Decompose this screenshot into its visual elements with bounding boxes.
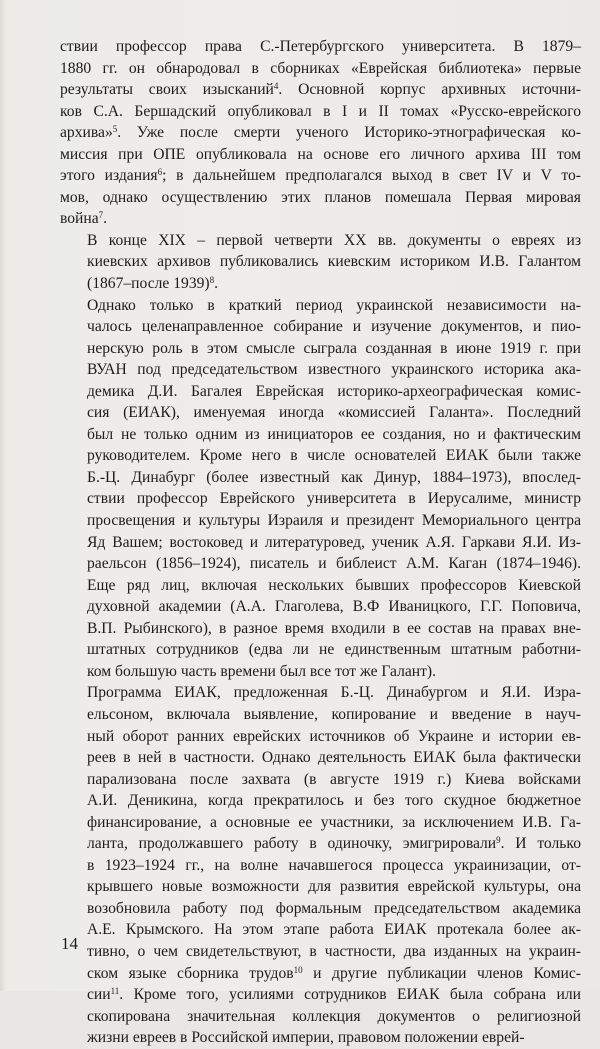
text-line xyxy=(60,639,581,661)
text-run: архива» xyxy=(60,124,113,142)
text-line xyxy=(60,208,581,230)
text-run: киевских архивов публиковались киевским историком И.В. Галантом xyxy=(87,253,581,271)
body-text xyxy=(60,36,581,1049)
text-run: парализована после захвата (в августе 1919 г.) Киева войсками xyxy=(87,770,581,788)
text-run: миссия при ОПЕ опубликовала на основе его личного архива III том xyxy=(60,145,581,163)
text-run: демика Д.И. Багалея Еврейская историко-археографическая комис- xyxy=(87,382,581,400)
text-run: возобновила работу под формальным председательством академика xyxy=(87,899,581,917)
text-run: . xyxy=(103,210,108,228)
text-run: чалось целенаправленное собирание и изучение документов, и пио- xyxy=(87,318,581,336)
text-line xyxy=(60,36,581,58)
text-run: А.И. Деникина, когда прекратилось и без того скудное бюджетное xyxy=(87,792,581,810)
text-run: этого издания xyxy=(60,167,158,185)
text-run: руководителем. Кроме него в числе основателей ЕИАК были также xyxy=(87,447,581,465)
text-line xyxy=(60,230,581,252)
text-line xyxy=(60,424,581,446)
text-run: Однако только в краткий период украинской независимости на- xyxy=(87,296,581,314)
text-run: В конце XIX – первой четверти XX вв. документы о евреях из xyxy=(87,231,581,249)
text-run: ков С.А. Бершадский опубликовал в I и II томах «Русско-еврейского xyxy=(60,102,581,120)
text-line xyxy=(60,251,581,273)
text-run: . Уже после смерти ученого Историко-этнографическая ко- xyxy=(117,124,581,142)
text-run: В.П. Рыбинского), в разное время входили в ее состав на правах вне- xyxy=(87,619,581,637)
text-run: ный оборот ранних еврейских источников об Украине и истории ев- xyxy=(87,727,581,745)
text-line xyxy=(60,984,581,1006)
text-line xyxy=(60,833,581,855)
text-line xyxy=(60,144,581,166)
text-line xyxy=(60,876,581,898)
text-run: реев в ней в частности. Однако деятельность ЕИАК была фактически xyxy=(87,749,581,767)
text-line xyxy=(60,682,581,704)
text-line xyxy=(60,855,581,877)
text-line xyxy=(60,381,581,403)
text-run: . xyxy=(214,275,219,293)
text-line xyxy=(60,919,581,941)
text-run: в 1923–1924 гг., на волне начавшегося процесса украинизации, от- xyxy=(87,856,581,874)
text-line xyxy=(60,790,581,812)
text-run: и другие публикации членов Комис- xyxy=(302,964,581,982)
text-line xyxy=(60,812,581,834)
text-line xyxy=(60,618,581,640)
text-run: . Основной корпус архивных источни- xyxy=(278,81,581,99)
paragraph xyxy=(60,36,581,230)
text-run: (1867–после 1939) xyxy=(87,275,210,293)
text-run: Программа ЕИАК, предложенная Б.-Ц. Динабургом и Я.И. Изра- xyxy=(87,684,581,702)
text-run: раельсон (1856–1924), писатель и библеист А.М. Каган (1874–1946). xyxy=(87,555,581,573)
text-run: штатных сотрудников (едва ли не единственным штатным работни- xyxy=(87,641,581,659)
text-run: скопирована значительная коллекция документов о религиозной xyxy=(87,1007,581,1025)
text-line xyxy=(60,445,581,467)
text-run: результаты своих изысканий xyxy=(60,81,274,99)
text-line xyxy=(60,295,581,317)
text-line xyxy=(60,467,581,489)
paragraph xyxy=(60,230,581,295)
text-line xyxy=(60,79,581,101)
text-line xyxy=(60,898,581,920)
text-run: ельсоном, включала выявление, копирование и введение в науч- xyxy=(87,705,581,723)
text-line xyxy=(60,704,581,726)
text-run: война xyxy=(60,210,99,228)
paragraph xyxy=(60,682,581,1048)
text-run: . Кроме того, усилиями сотрудников ЕИАК была собрана или xyxy=(119,986,581,1004)
text-run: ском языке сборника трудов xyxy=(87,964,294,982)
text-run: Б.-Ц. Динабург (более известный как Динур, 1884–1973), впослед- xyxy=(87,468,581,486)
paragraph xyxy=(60,295,581,683)
text-line xyxy=(60,122,581,144)
text-run: сии xyxy=(87,986,111,1004)
text-line xyxy=(60,596,581,618)
text-line xyxy=(60,575,581,597)
text-line xyxy=(60,402,581,424)
text-line xyxy=(60,510,581,532)
footnote-ref: 5 xyxy=(112,124,118,135)
text-run: мов, однако осуществлению этих планов помешала Первая мировая xyxy=(60,188,581,206)
text-run: финансирование, а основные ее участники, за исключением И.В. Га- xyxy=(87,813,581,831)
text-run: . И только xyxy=(500,835,581,853)
footnote-ref: 8 xyxy=(209,275,215,286)
text-line xyxy=(60,488,581,510)
text-line xyxy=(60,1006,581,1028)
text-line xyxy=(60,769,581,791)
text-run: ком большую часть времени был все тот же Галант). xyxy=(87,662,437,680)
text-run: ланта, продолжавшего работу в одиночку, эмигрировали xyxy=(87,835,497,853)
footnote-ref: 9 xyxy=(496,835,501,846)
text-run: ; в дальнейшем предполагался выход в свет IV и V то- xyxy=(162,167,581,185)
text-line xyxy=(60,338,581,360)
text-line xyxy=(60,1027,581,1049)
text-run: тивно, о чем свидетельствуют, в частности, два изданных на украин- xyxy=(87,942,581,960)
text-line xyxy=(60,165,581,187)
footnote-ref: 6 xyxy=(157,167,163,178)
text-run: А.Е. Крымского. На этом этапе работа ЕИАК протекала более ак- xyxy=(87,921,581,939)
text-run: был не только одним из инициаторов ее создания, но и фактическим xyxy=(87,425,581,443)
text-line xyxy=(60,532,581,554)
footnote-ref: 7 xyxy=(98,210,104,221)
text-run: Еще ряд лиц, включая нескольких бывших профессоров Киевской xyxy=(87,576,581,594)
text-run: Яд Вашем; востоковед и литературовед, ученик А.Я. Гаркави Я.И. Из- xyxy=(87,533,581,551)
footnote-ref: 10 xyxy=(293,964,303,975)
text-line xyxy=(60,726,581,748)
text-line xyxy=(60,273,581,295)
text-line xyxy=(60,963,581,985)
text-run: ствии профессор Еврейского университета в Иерусалиме, министр xyxy=(87,490,581,508)
text-run: духовной академии (А.А. Глаголева, В.Ф Иваницкого, Г.Г. Поповича, xyxy=(87,598,581,616)
text-line xyxy=(60,553,581,575)
text-line xyxy=(60,941,581,963)
text-line xyxy=(60,101,581,123)
page-number: 14 xyxy=(61,934,78,953)
text-run: сия (ЕИАК), именуемая иногда «комиссией Галанта». Последний xyxy=(87,404,581,422)
text-run: ВУАН под председательством известного украинского историка ака- xyxy=(87,361,581,379)
footnote-ref: 4 xyxy=(273,81,279,92)
footnote-ref: 11 xyxy=(110,986,120,997)
text-run: просвещения и культуры Израиля и президент Мемориального центра xyxy=(87,512,581,530)
text-run: нерскую роль в этом смысле сыграла созданная в июне 1919 г. при xyxy=(87,339,581,357)
text-run: ствии профессор права С.-Петербургского университета. В 1879– xyxy=(60,38,581,55)
text-line xyxy=(60,359,581,381)
text-line xyxy=(60,747,581,769)
text-run: жизни евреев в Российской империи, правовом положении еврей- xyxy=(87,1029,525,1047)
text-run: 1880 гг. он обнародовал в сборниках «Еврейская библиотека» первые xyxy=(60,59,581,77)
text-line xyxy=(60,661,581,683)
text-line xyxy=(60,187,581,209)
text-line xyxy=(60,316,581,338)
text-run: крывшего новые возможности для развития еврейской культуры, она xyxy=(87,878,581,896)
text-line xyxy=(60,58,581,80)
